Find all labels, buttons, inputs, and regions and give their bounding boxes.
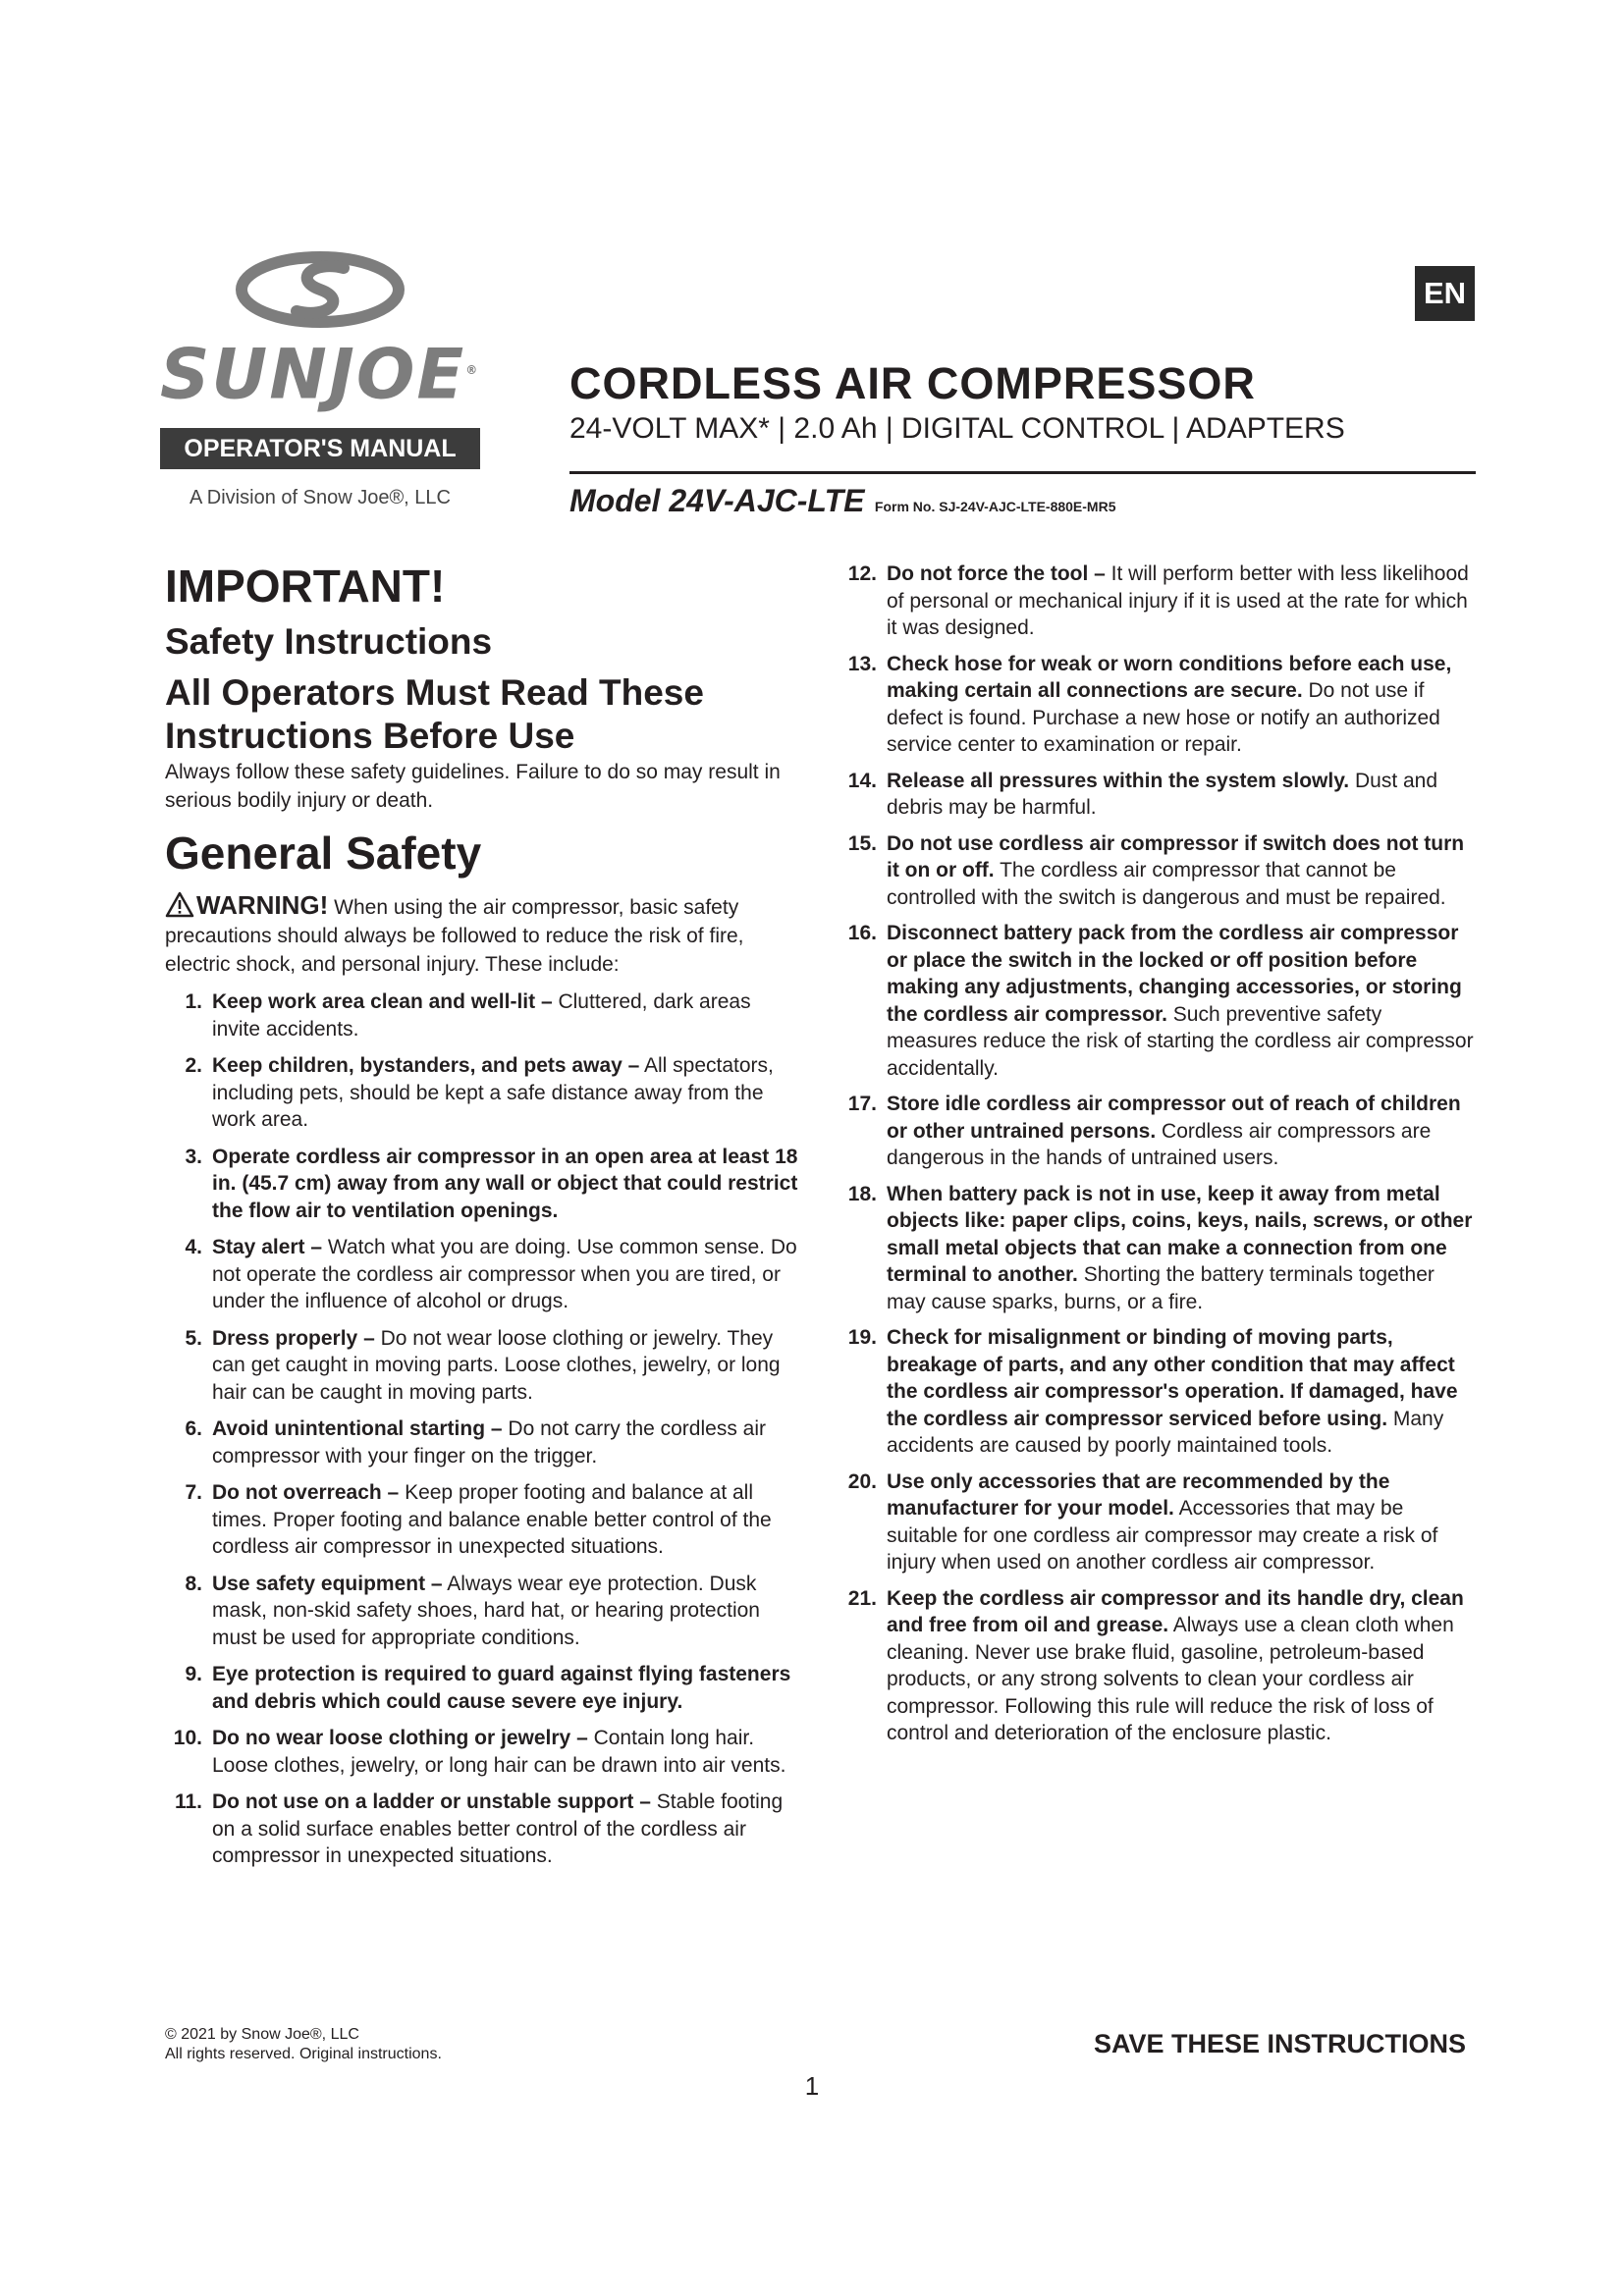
rule-title: Avoid unintentional starting – xyxy=(212,1417,503,1440)
safety-rule-item xyxy=(165,1479,803,1561)
safety-rule-item xyxy=(839,1091,1478,1172)
general-safety-heading: General Safety xyxy=(165,828,482,879)
copyright-line-1: © 2021 by Snow Joe®, LLC xyxy=(165,2026,359,2043)
operators-manual-label: OPERATOR'S MANUAL xyxy=(160,428,480,469)
rule-number: 19. xyxy=(847,1326,877,1349)
rule-number: 21. xyxy=(847,1586,877,1610)
page-number: 1 xyxy=(804,2071,820,2101)
safety-rule-item xyxy=(165,1325,803,1407)
safety-rule-item xyxy=(839,1585,1478,1747)
rule-text: Accessories that may be suitable for one cordless air compressor may create a risk of injury when used on another cordless air compressor. xyxy=(887,1497,1438,1574)
rule-number: 15. xyxy=(847,831,877,855)
rule-title: Disconnect battery pack from the cordless air compressor or place the switch in the locked or off position before making any adjustments, changing accessories, or storing the cordless air compressor. xyxy=(887,922,1462,1026)
rule-number: 1. xyxy=(185,990,202,1013)
rule-title: Check hose for weak or worn conditions before each use, making certain all connections are secure. xyxy=(887,652,1452,702)
rule-number: 4. xyxy=(185,1236,202,1258)
rule-title: Use only accessories that are recommended by the manufacturer for your model. xyxy=(887,1469,1390,1520)
rule-text: Always wear eye protection. Dusk mask, non-skid safety shoes, hard hat, or hearing protection must be used for appropriate conditions. xyxy=(212,1572,760,1649)
sunjoe-logo-icon xyxy=(234,250,406,329)
safety-rule-item xyxy=(839,768,1478,822)
language-badge: EN xyxy=(1415,266,1475,321)
rule-number: 10. xyxy=(173,1727,202,1749)
copyright xyxy=(165,2025,442,2064)
rule-title: Keep work area clean and well-lit – xyxy=(212,990,553,1013)
rule-text: Shorting the battery terminals together may cause sparks, burns, or a fire. xyxy=(887,1263,1435,1313)
safety-rule-item xyxy=(839,651,1478,759)
safety-intro: Always follow these safety guidelines. Failure to do so may result in serious bodily injury or death. xyxy=(165,761,781,812)
rule-text: All spectators, including pets, should be kept a safe distance away from the work area. xyxy=(212,1054,774,1131)
safety-rule-item xyxy=(839,920,1478,1082)
safety-rule-item xyxy=(165,1661,803,1715)
rule-text: Contain long hair. Loose clothes, jewelry, or long hair can be drawn into air vents. xyxy=(212,1727,786,1777)
product-title: CORDLESS AIR COMPRESSOR xyxy=(569,358,1256,408)
warning-triangle-icon xyxy=(165,891,194,918)
safety-rules-list-left xyxy=(165,988,803,1870)
warning-label: WARNING! xyxy=(196,890,329,920)
rule-text: Keep proper footing and balance at all times. Proper footing and balance enable better control of the cordless air compressor in unexpected situations. xyxy=(212,1481,772,1558)
rule-number: 2. xyxy=(185,1054,202,1077)
rule-number: 6. xyxy=(185,1417,202,1440)
rule-text: Stable footing on a solid surface enables better control of the cordless air compressor in unexpected situations. xyxy=(212,1790,784,1867)
safety-rule-item xyxy=(839,561,1478,642)
safety-rule-item xyxy=(839,1324,1478,1460)
header-divider xyxy=(569,471,1476,474)
rule-text: Cluttered, dark areas invite accidents. xyxy=(212,990,751,1041)
rule-text: Cordless air compressors are dangerous in the hands of untrained users. xyxy=(887,1119,1432,1169)
rule-number: 12. xyxy=(847,562,877,585)
rule-title: Eye protection is required to guard against flying fasteners and debris which could cause severe eye injury. xyxy=(212,1663,791,1713)
rule-number: 9. xyxy=(185,1663,202,1685)
rule-number: 17. xyxy=(847,1093,877,1115)
rule-text: Such preventive safety measures reduce the risk of starting the cordless air compressor accidentally. xyxy=(887,1002,1474,1080)
read-instructions-heading: All Operators Must Read These Instructions Before Use xyxy=(165,672,704,756)
rule-title: Do no wear loose clothing or jewelry – xyxy=(212,1727,588,1749)
rule-title: Release all pressures within the system slowly. xyxy=(887,769,1350,792)
rule-title: Do not use cordless air compressor if switch does not turn it on or off. xyxy=(887,831,1465,881)
rule-title: Keep the cordless air compressor and its handle dry, clean and free from oil and grease. xyxy=(887,1586,1464,1636)
safety-rule-item xyxy=(165,1725,803,1779)
rule-number: 13. xyxy=(847,652,877,675)
left-column xyxy=(165,558,803,1880)
safety-rule-item xyxy=(165,1052,803,1134)
safety-rule-item xyxy=(839,830,1478,912)
rule-text: Do not carry the cordless air compressor with your finger on the trigger. xyxy=(212,1417,766,1468)
rule-number: 20. xyxy=(847,1469,877,1493)
rule-title: Use safety equipment – xyxy=(212,1572,443,1595)
rule-text: Do not wear loose clothing or jewelry. They can get caught in moving parts. Loose clothes, jewelry, or long hair can be caught in moving parts. xyxy=(212,1326,781,1404)
safety-instructions-heading: Safety Instructions xyxy=(165,621,493,662)
rule-title: Check for misalignment or binding of moving parts, breakage of parts, and any other condition that may affect the cordless air compressor's operation. If damaged, have the cordless air compressor serviced before using. xyxy=(887,1326,1458,1430)
product-subtitle: 24-VOLT MAX* | 2.0 Ah | DIGITAL CONTROL | ADAPTERS xyxy=(569,412,1345,445)
warning-text: When using the air compressor, basic safety precautions should always be followed to reduce the risk of fire, electric shock, and personal injury. These include: xyxy=(165,896,744,976)
safety-rule-item xyxy=(165,1789,803,1870)
rule-number: 8. xyxy=(185,1572,202,1595)
rule-text: It will perform better with less likelihood of personal or mechanical injury if it is used at the rate for which it was designed. xyxy=(887,562,1469,639)
rule-text: The cordless air compressor that cannot be controlled with the switch is dangerous and must be repaired. xyxy=(887,859,1446,909)
rule-title: Keep children, bystanders, and pets away – xyxy=(212,1054,640,1077)
rule-text: Many accidents are caused by poorly maintained tools. xyxy=(887,1407,1444,1457)
safety-rule-item xyxy=(839,1181,1478,1316)
rule-title: Dress properly – xyxy=(212,1326,375,1350)
safety-rule-item xyxy=(165,1144,803,1225)
rule-title: Operate cordless air compressor in an open area at least 18 in. (45.7 cm) away from any wall or object that could restrict the flow air to ventilation openings. xyxy=(212,1145,798,1222)
rule-text: Do not use if defect is found. Purchase a new hose or notify an authorized service center to examination or repair. xyxy=(887,679,1440,756)
rule-number: 7. xyxy=(185,1481,202,1504)
rule-number: 16. xyxy=(847,922,877,944)
safety-rules-list-right xyxy=(839,561,1478,1747)
safety-rule-item xyxy=(165,1571,803,1652)
safety-rule-item xyxy=(165,988,803,1042)
rule-number: 3. xyxy=(185,1145,202,1168)
safety-rule-item xyxy=(165,1234,803,1315)
rule-title: Do not force the tool – xyxy=(887,562,1106,585)
division-text: A Division of Snow Joe®, LLC xyxy=(189,487,451,508)
rule-number: 5. xyxy=(185,1326,202,1350)
rule-number: 14. xyxy=(847,769,877,792)
model-number: Model 24V-AJC-LTE xyxy=(569,483,865,518)
rule-number: 11. xyxy=(174,1790,202,1813)
right-column xyxy=(839,561,1478,1756)
rule-text: Dust and debris may be harmful. xyxy=(887,769,1438,819)
rule-title: Store idle cordless air compressor out of reach of children or other untrained persons. xyxy=(887,1093,1461,1143)
brand-name: SUNJOE® xyxy=(160,334,480,415)
rule-title: When battery pack is not in use, keep it away from metal objects like: paper clips, coins, keys, nails, screws, or other small metal objects that can make a connection from one terminal to another. xyxy=(887,1182,1473,1286)
rule-title: Do not use on a ladder or unstable support – xyxy=(212,1790,651,1813)
copyright-line-2: All rights reserved. Original instructions. xyxy=(165,2046,442,2062)
rule-text: Always use a clean cloth when cleaning. Never use brake fluid, gasoline, petroleum-based products, or any strong solvents to clean your cordless air compressor. Following this rule will reduce the risk of loss of control and deterioration of the enclosure plastic. xyxy=(887,1614,1454,1744)
safety-rule-item xyxy=(165,1415,803,1469)
rule-title: Stay alert – xyxy=(212,1236,323,1258)
important-heading: IMPORTANT! xyxy=(165,561,446,612)
model-line xyxy=(569,483,1116,519)
rule-title: Do not overreach – xyxy=(212,1481,400,1504)
save-instructions: SAVE THESE INSTRUCTIONS xyxy=(1093,2029,1466,2058)
form-number: Form No. SJ-24V-AJC-LTE-880E-MR5 xyxy=(874,499,1116,514)
rule-number: 18. xyxy=(847,1182,877,1205)
warning-paragraph xyxy=(165,891,803,979)
safety-rule-item xyxy=(839,1468,1478,1576)
brand-logo xyxy=(160,250,480,413)
rule-text: Watch what you are doing. Use common sense. Do not operate the cordless air compressor when you are tired, or under the influence of alcohol or drugs. xyxy=(212,1236,797,1312)
